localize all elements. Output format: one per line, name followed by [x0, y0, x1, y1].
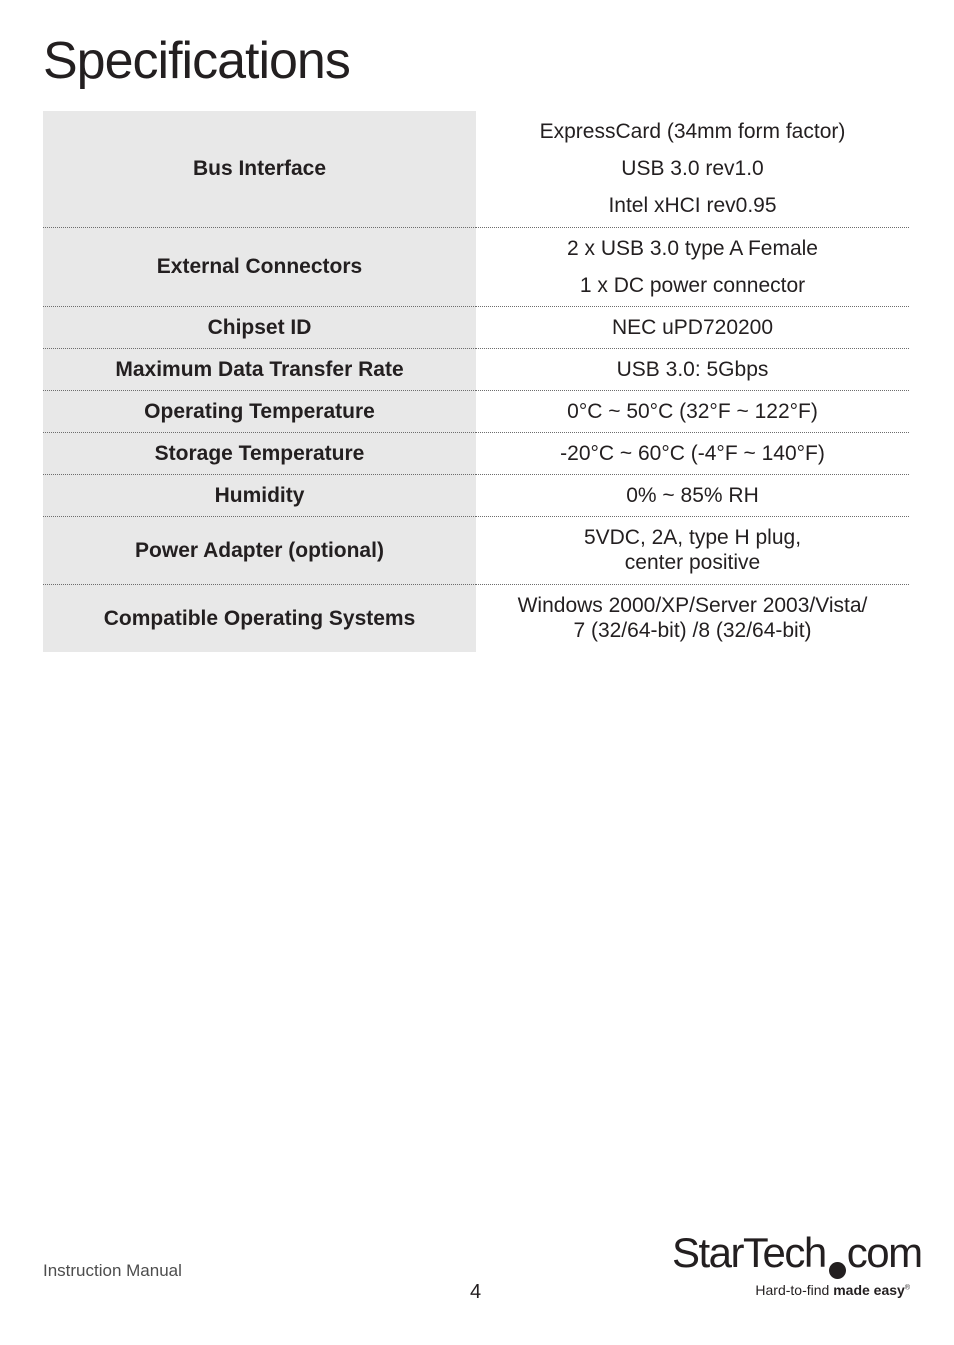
spec-value-line: USB 3.0: 5Gbps [616, 357, 769, 381]
spec-value-line: NEC uPD720200 [611, 315, 774, 339]
table-row [43, 111, 909, 227]
spec-label-storage-temperature: Storage Temperature [43, 432, 476, 474]
spec-value-external-connectors [476, 227, 909, 306]
spec-value-line: 2 x USB 3.0 type A Female [567, 236, 818, 260]
spec-label-humidity: Humidity [43, 474, 476, 516]
spec-value-power-adapter [476, 516, 909, 584]
spec-label-chipset-id: Chipset ID [43, 306, 476, 348]
table-row [43, 227, 909, 306]
spec-label-max-transfer-rate: Maximum Data Transfer Rate [43, 348, 476, 390]
logo-tagline-bold: made easy [833, 1282, 905, 1298]
logo-dot-icon [829, 1262, 846, 1279]
table-row [43, 584, 909, 652]
spec-value-operating-temperature [476, 390, 909, 432]
spec-value-humidity [476, 474, 909, 516]
spec-value-max-transfer-rate [476, 348, 909, 390]
specifications-table [43, 111, 909, 652]
spec-value-chipset-id [476, 306, 909, 348]
spec-value-line: 0°C ~ 50°C (32°F ~ 122°F) [567, 399, 818, 423]
footer-document-label: Instruction Manual [43, 1261, 182, 1280]
registered-mark-icon: ® [904, 1284, 910, 1292]
startech-logo [660, 1228, 920, 1308]
page-title: Specifications [43, 32, 350, 90]
spec-label-bus-interface: Bus Interface [43, 111, 476, 227]
spec-value-storage-temperature [476, 432, 909, 474]
spec-label-compatible-os: Compatible Operating Systems [43, 584, 476, 652]
page-number: 4 [470, 1281, 482, 1303]
table-row [43, 306, 909, 348]
spec-value-line: -20°C ~ 60°C (-4°F ~ 140°F) [560, 441, 825, 465]
spec-value-line: 0% ~ 85% RH [626, 483, 759, 507]
table-row [43, 516, 909, 584]
logo-tagline [755, 1282, 910, 1298]
spec-value-line: Windows 2000/XP/Server 2003/Vista/ [517, 594, 868, 618]
spec-label-operating-temperature: Operating Temperature [43, 390, 476, 432]
logo-tagline-plain: Hard-to-find [755, 1282, 834, 1298]
spec-label-power-adapter: Power Adapter (optional) [43, 516, 476, 584]
logo-wordmark [672, 1228, 922, 1279]
table-row [43, 390, 909, 432]
spec-value-line: 7 (32/64-bit) /8 (32/64-bit) [573, 619, 812, 643]
spec-value-line: USB 3.0 rev1.0 [621, 157, 764, 181]
logo-brand: StarTech [672, 1229, 826, 1276]
table-row [43, 432, 909, 474]
spec-value-line: center positive [624, 551, 761, 574]
spec-value-compatible-os [476, 584, 909, 652]
logo-domain: com [846, 1229, 922, 1276]
spec-label-external-connectors: External Connectors [43, 227, 476, 306]
spec-value-bus-interface [476, 111, 909, 227]
spec-value-line: 1 x DC power connector [579, 273, 806, 297]
table-row [43, 348, 909, 390]
table-row [43, 474, 909, 516]
spec-value-line: Intel xHCI rev0.95 [608, 194, 777, 218]
spec-value-line: ExpressCard (34mm form factor) [539, 120, 846, 144]
spec-value-line: 5VDC, 2A, type H plug, [583, 526, 802, 549]
